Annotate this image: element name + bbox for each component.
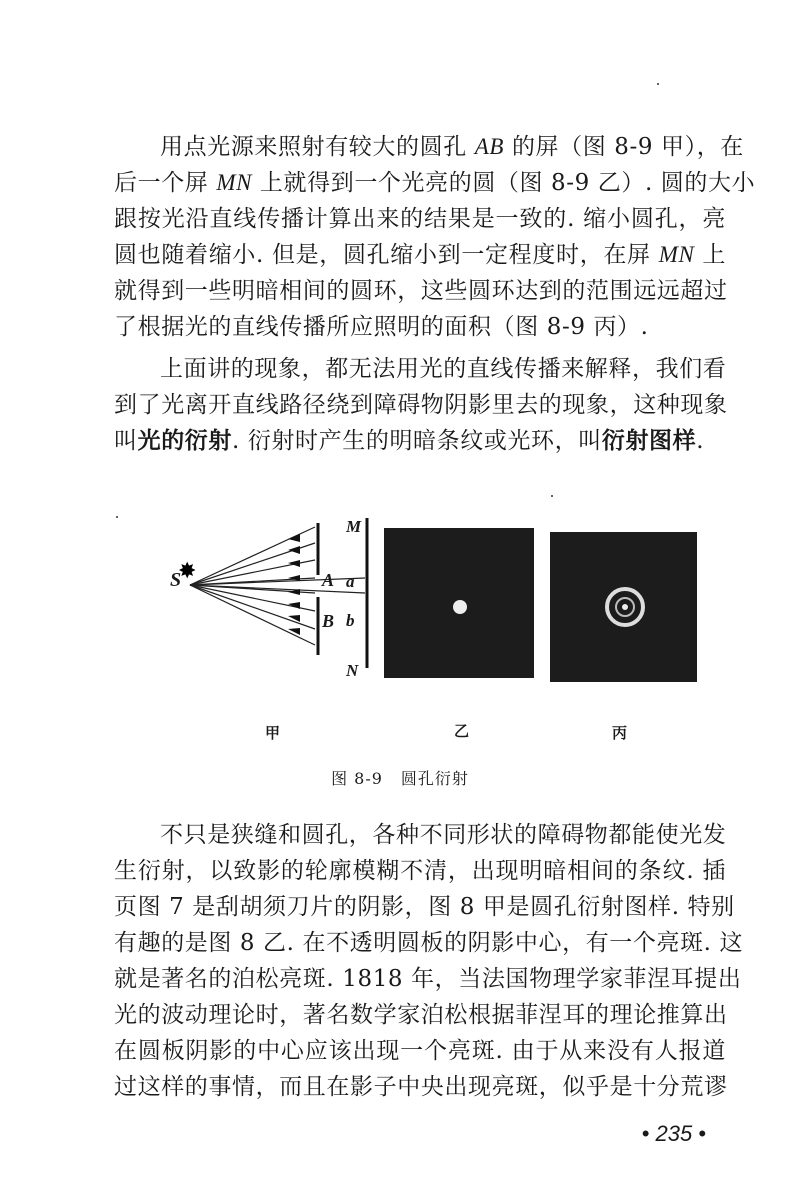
text-run: 跟按光沿直线传播计算出来的结果是一致的. 缩小圆孔，亮 [114,206,726,232]
label-M: M [346,517,362,536]
text-run: 页图 7 是刮胡须刀片的阴影，图 8 甲是圆孔衍射图样. 特别 [114,894,735,920]
math-symbol: AB [474,134,505,159]
text-run: 不只是狭缝和圆孔，各种不同形状的障碍物都能使光发 [160,822,727,848]
label-N: N [346,661,359,680]
text-line [114,856,726,886]
math-symbol: MN [216,170,253,195]
text-run: 就是著名的泊松亮斑. 1818 年，当法国物理学家菲涅耳提出 [114,966,742,992]
label-B: B [322,611,335,631]
text-run: 圆也随着缩小. 但是，圆孔缩小到一定程度时，在屏 [114,242,659,268]
page-number: • 235 • [641,1121,706,1146]
figure-number: 图 8-9 [331,769,383,788]
bold-term: 衍射图样 [601,427,697,454]
text-line [114,240,726,270]
text-run: 到了光离开直线路径绕到障碍物阴影里去的现象，这种现象 [114,392,728,418]
diffraction-rings [605,587,645,627]
text-line [114,276,726,306]
text-run: 在圆板阴影的中心应该出现一个亮斑. 由于从来没有人报道 [114,1038,726,1064]
text-line [114,168,756,198]
photo-diffraction-rings [550,532,697,682]
text-line [114,1072,726,1102]
text-run: 光的波动理论时，著名数学家泊松根据菲涅耳的理论推算出 [114,1002,728,1028]
label-b: b [346,611,355,630]
scan-speck [551,495,553,497]
text-line [114,426,726,456]
label-S: S [170,569,182,591]
sub-caption-bing: 丙 [612,724,628,742]
photo-bright-circle [384,528,534,678]
text-run: 过这样的事情，而且在影子中央出现亮斑，似乎是十分荒谬 [114,1074,728,1100]
text-line [114,312,726,342]
label-A: A [322,570,335,590]
text-line [160,354,726,384]
scan-speck [657,83,659,85]
scan-speck [116,516,118,518]
bright-spot [453,600,467,614]
text-run: 上 [694,242,726,268]
figure-caption [0,766,800,789]
math-symbol: MN [658,242,695,267]
text-run: . [696,428,705,454]
text-line [114,1036,726,1066]
text-run: 上面讲的现象，都无法用光的直线传播来解释，我们看 [160,356,727,382]
bold-term: 光的衍射 [137,427,233,454]
text-run: 后一个屏 [114,170,217,196]
svg-text:✸: ✸ [178,559,197,584]
text-line [114,928,744,958]
text-run: 有趣的是图 8 乙. 在不透明圆板的阴影中心，有一个亮斑. 这 [114,930,744,956]
text-line [114,1000,726,1030]
sub-caption-yi: 乙 [454,722,470,740]
text-line [160,820,726,850]
text-run: 了根据光的直线传播所应照明的面积（图 8-9 丙）. [114,314,649,340]
text-run: 就得到一些明暗相间的圆环，这些圆环达到的范围远远超过 [114,278,728,304]
text-run: 上就得到一个光亮的圆（图 8-9 乙）. 圆的大小 [252,170,756,196]
text-line [160,132,744,162]
text-line [114,204,726,234]
label-a: a [346,572,355,591]
text-run: 用点光源来照射有较大的圆孔 [160,134,475,160]
text-line [114,892,735,922]
text-run: 生衍射，以致影的轮廓模糊不清，出现明暗相间的条纹. 插 [114,858,726,884]
sub-caption-jia: 甲 [265,724,281,742]
text-run: . 衍射时产生的明暗条纹或光环，叫 [232,428,602,454]
text-line [114,390,726,420]
text-line [114,964,742,994]
text-run: 叫 [114,428,138,454]
text-run: 的屏（图 8-9 甲），在 [504,134,744,160]
figure-title: 圆孔衍射 [400,769,469,788]
figure-8-9 [150,515,730,755]
